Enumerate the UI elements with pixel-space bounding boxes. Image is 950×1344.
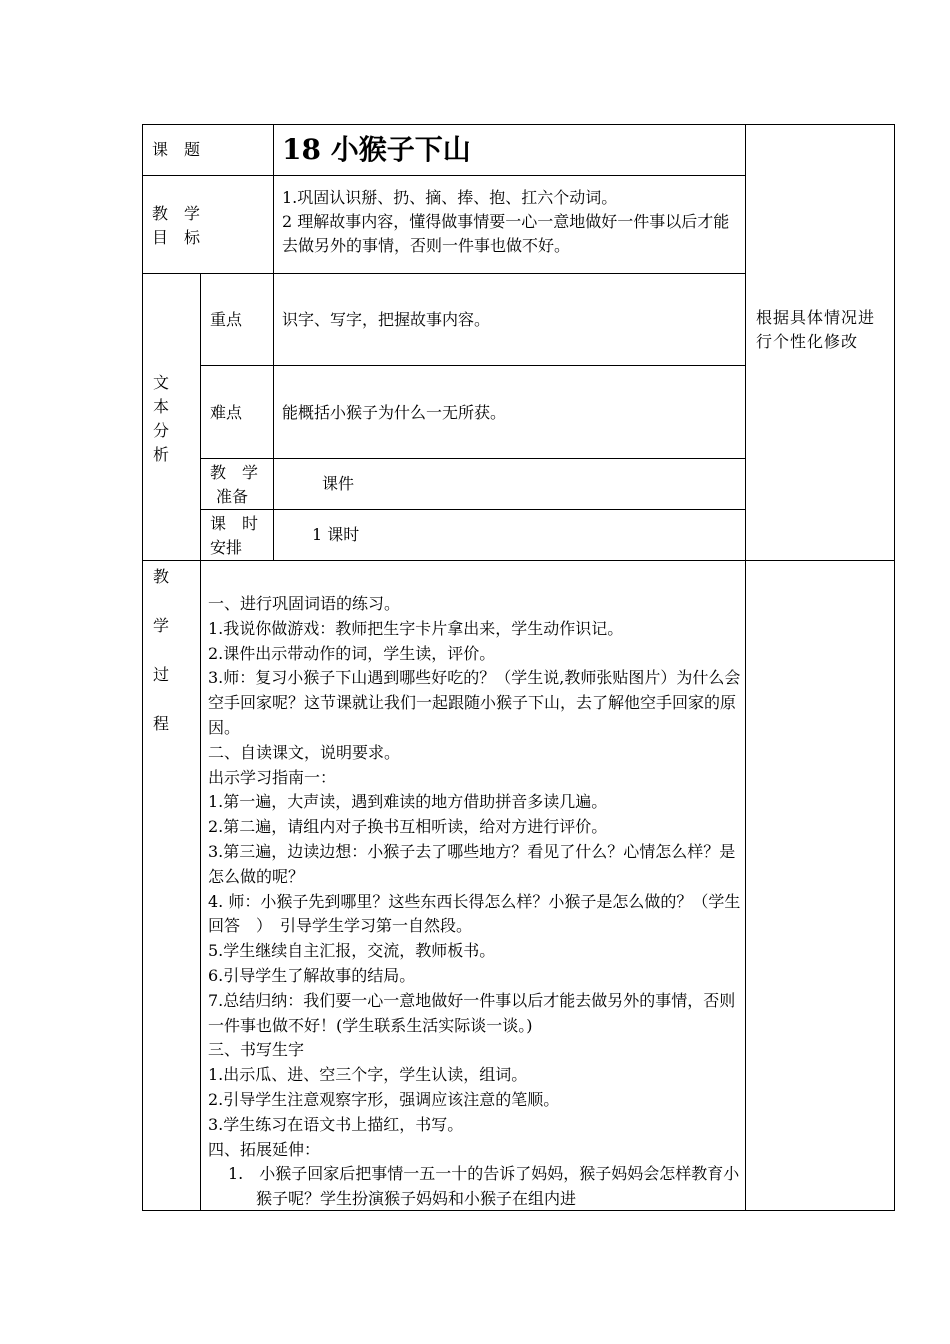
- process-line: 四、拓展延伸：: [208, 1139, 321, 1159]
- divider-remark-column: [745, 124, 746, 1211]
- table-border-top: [142, 124, 894, 125]
- row-divider-keypoint: [200, 365, 745, 366]
- text-analysis-label-char: 析: [153, 445, 170, 464]
- schedule-label-line1: 课 时: [210, 514, 259, 533]
- goal-item: 1.巩固认识掰、扔、摘、捧、抱、扛六个动词。: [282, 188, 618, 207]
- row-divider-title: [142, 175, 745, 176]
- process-line: 三、书写生字: [208, 1040, 305, 1060]
- schedule-text: 1 课时: [312, 525, 360, 544]
- goal-label-line1: 教 学: [152, 204, 201, 223]
- process-line: 一、进行巩固词语的练习。: [208, 594, 401, 613]
- text-analysis-label-char: 分: [153, 421, 170, 440]
- process-label-char: 学: [153, 616, 170, 635]
- process-line: 2.第二遍，请组内对子换书互相听读，给对方进行评价。: [208, 817, 608, 837]
- prep-label-line1: 教 学: [210, 463, 259, 482]
- process-line: 2.引导学生注意观察字形，强调应该注意的笔顺。: [208, 1089, 560, 1109]
- process-content: [208, 592, 742, 1212]
- table-border-left: [142, 124, 143, 1211]
- difficulty-text: 能概括小猴子为什么一无所获。: [282, 403, 507, 422]
- process-label-char: 教: [153, 567, 170, 586]
- process-list-item: 1. 小猴子回家后把事情一五一十的告诉了妈妈，猴子妈妈会怎样教育小猴子呢？学生扮演猴子妈妈和小猴子在组内进: [228, 1164, 740, 1209]
- lesson-title: 18 小猴子下山: [282, 133, 471, 166]
- goals-text: [282, 186, 740, 258]
- row-divider-goals: [142, 273, 745, 274]
- remark-text: 根据具体情况进行个性化修改: [756, 308, 876, 351]
- process-line: 2.课件出示带动作的词，学生读，评价。: [208, 643, 496, 663]
- process-line: 出示学习指南一：: [208, 767, 337, 787]
- key-point-text: 识字、写字，把握故事内容。: [282, 310, 491, 329]
- topic-label: 课 题: [152, 140, 201, 159]
- process-line: 3.学生练习在语文书上描红，书写。: [208, 1114, 464, 1134]
- process-label-char: 过: [153, 665, 170, 684]
- text-analysis-label-char: 文: [153, 373, 170, 392]
- row-divider-difficulty: [200, 458, 745, 459]
- process-line: 7.总结归纳：我们要一心一意地做好一件事以后才能去做另外的事情，否则一件事也做不好！(学生联系生活实际谈一谈。): [208, 990, 736, 1035]
- process-line: 4. 师：小猴子先到哪里？这些东西长得怎么样？小猴子是怎么做的？（学生回答 ） 引导学生学习第一自然段。: [208, 891, 741, 936]
- goal-item: 2 理解故事内容，懂得做事情要一心一意地做好一件事以后才能去做另外的事情，否则一件事也做不好。: [282, 212, 730, 255]
- prep-text: 课件: [322, 474, 355, 493]
- process-line: 3.师：复习小猴子下山遇到哪些好吃的？（学生说,教师张贴图片）为什么会空手回家呢？这节课就让我们一起跟随小猴子下山，去了解他空手回家的原因。: [208, 668, 741, 737]
- process-line: 5.学生继续自主汇报，交流，教师板书。: [208, 941, 496, 961]
- process-line: 1.第一遍，大声读，遇到难读的地方借助拼音多读几遍。: [208, 792, 608, 812]
- prep-label-line2: 准备: [216, 487, 249, 506]
- process-line: 3.第三遍，边读边想：小猴子去了哪些地方？看见了什么？心情怎么样？是怎么做的呢？: [208, 841, 736, 886]
- process-line: 1.出示瓜、进、空三个字，学生认读，组词。: [208, 1065, 528, 1085]
- row-divider-process: [142, 560, 894, 561]
- key-point-label: 重点: [210, 310, 243, 329]
- difficulty-label: 难点: [210, 403, 243, 422]
- row-divider-prep: [200, 509, 745, 510]
- goal-label-line2: 目 标: [152, 228, 201, 247]
- process-line: 二、自读课文，说明要求。: [208, 742, 401, 762]
- process-line: 6.引导学生了解故事的结局。: [208, 965, 416, 985]
- table-border-right: [894, 124, 895, 1211]
- text-analysis-label-char: 本: [153, 397, 170, 416]
- process-label-char: 程: [153, 714, 170, 733]
- process-line: 1.我说你做游戏：教师把生字卡片拿出来，学生动作识记。: [208, 618, 624, 638]
- divider-label-column: [273, 124, 274, 560]
- divider-subcolumn: [200, 273, 201, 1211]
- schedule-label-line2: 安排: [210, 538, 243, 557]
